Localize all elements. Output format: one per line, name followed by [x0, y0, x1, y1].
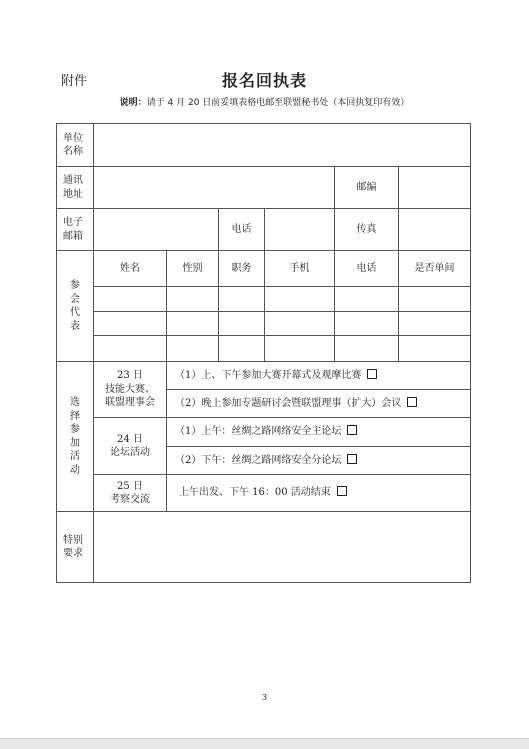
activity-option[interactable]: 上午出发、下午 16：00 活动结束	[167, 475, 471, 512]
address-field[interactable]	[94, 167, 335, 209]
note-text: 请于 4 月 20 日前妥填表格电邮至联盟秘书处（本回执复印有效）	[146, 98, 410, 108]
delegate-cell[interactable]	[335, 312, 399, 336]
delegates-label: 参 会 代 表	[57, 251, 94, 362]
delegate-cell[interactable]	[219, 336, 265, 362]
delegate-cell[interactable]	[335, 287, 399, 312]
address-label: 通讯 地址	[57, 167, 94, 209]
delegate-cell[interactable]	[335, 336, 399, 362]
unit-name-label: 单位 名称	[57, 124, 94, 167]
activity-day-24: 24 日 论坛活动	[94, 418, 167, 475]
delegate-cell[interactable]	[167, 287, 219, 312]
col-header-mobile: 手机	[265, 251, 335, 287]
col-header-position: 职务	[219, 251, 265, 287]
phone-label: 电话	[219, 209, 265, 251]
delegate-cell[interactable]	[94, 287, 167, 312]
postcode-field[interactable]	[399, 167, 471, 209]
delegate-cell[interactable]	[94, 312, 167, 336]
delegate-cell[interactable]	[265, 287, 335, 312]
activity-option[interactable]: （2）下午：丝绸之路网络安全分论坛	[167, 447, 471, 475]
fax-label: 传真	[335, 209, 399, 251]
activity-option[interactable]: （2）晚上参加专题研讨会暨联盟理事（扩大）会议	[167, 390, 471, 418]
delegate-cell[interactable]	[167, 312, 219, 336]
page-bottom-edge	[0, 738, 529, 749]
page-title: 报名回执表	[221, 71, 307, 90]
delegate-cell[interactable]	[399, 312, 471, 336]
postcode-label: 邮编	[335, 167, 399, 209]
delegate-row	[57, 336, 471, 362]
delegate-cell[interactable]	[265, 336, 335, 362]
delegate-cell[interactable]	[265, 312, 335, 336]
checkbox[interactable]	[367, 369, 377, 379]
col-header-phone: 电话	[335, 251, 399, 287]
col-header-name: 姓名	[94, 251, 167, 287]
checkbox[interactable]	[337, 486, 347, 496]
delegate-cell[interactable]	[399, 287, 471, 312]
phone-field[interactable]	[265, 209, 335, 251]
delegate-row	[57, 312, 471, 336]
special-requests-label: 特别 要求	[57, 512, 94, 583]
activity-option[interactable]: （1）上、下午参加大赛开幕式及观摩比赛	[167, 362, 471, 390]
col-header-gender: 性别	[167, 251, 219, 287]
delegate-cell[interactable]	[399, 336, 471, 362]
delegate-cell[interactable]	[94, 336, 167, 362]
note-label: 说明：	[119, 98, 147, 108]
attachment-label: 附件	[61, 74, 88, 89]
checkbox[interactable]	[407, 397, 417, 407]
activities-label: 选 择 参 加 活 动	[57, 362, 94, 512]
fax-field[interactable]	[399, 209, 471, 251]
delegate-cell[interactable]	[219, 312, 265, 336]
checkbox[interactable]	[347, 454, 357, 464]
col-header-single-room: 是否单间	[399, 251, 471, 287]
email-field[interactable]	[94, 209, 219, 251]
delegate-row	[57, 287, 471, 312]
activity-day-25: 25 日 考察交流	[94, 475, 167, 512]
delegate-cell[interactable]	[219, 287, 265, 312]
activity-day-23: 23 日 技能大赛、 联盟理事会	[94, 362, 167, 418]
page-number: 3	[261, 693, 268, 702]
special-requests-field[interactable]	[94, 512, 471, 583]
instruction-note	[0, 95, 529, 108]
delegate-cell[interactable]	[167, 336, 219, 362]
unit-name-field[interactable]	[94, 124, 471, 167]
email-label: 电子 邮箱	[57, 209, 94, 251]
checkbox[interactable]	[347, 425, 357, 435]
registration-form	[56, 123, 471, 583]
activity-option[interactable]: （1）上午：丝绸之路网络安全主论坛	[167, 418, 471, 447]
